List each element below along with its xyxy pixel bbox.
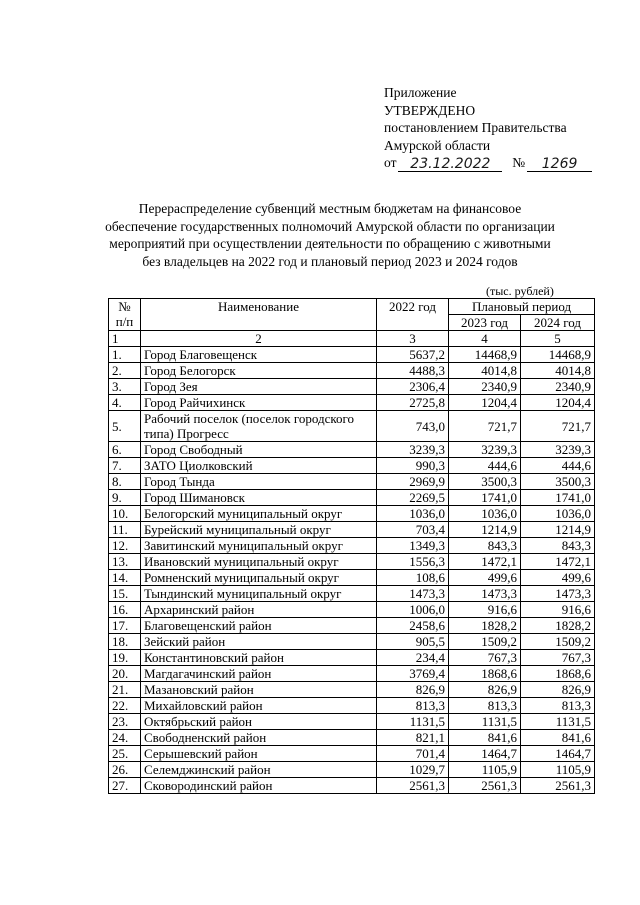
- row-name: Город Тында: [141, 474, 377, 490]
- units-label: (тыс. рублей): [486, 284, 554, 298]
- row-number: 14.: [109, 570, 141, 586]
- table-row: [109, 474, 595, 490]
- government-label: Амурской области: [384, 137, 491, 153]
- row-name: Город Свободный: [141, 442, 377, 458]
- value-2024: 2340,9: [521, 379, 595, 395]
- value-2023: 1473,3: [449, 586, 521, 602]
- row-name: Зейский район: [141, 634, 377, 650]
- value-2023: 841,6: [449, 730, 521, 746]
- colnum: 4: [449, 331, 521, 347]
- value-2022: 234,4: [377, 650, 449, 666]
- header-2024: 2024 год: [521, 315, 595, 331]
- table-row: [109, 586, 595, 602]
- row-number: 12.: [109, 538, 141, 554]
- value-2023: 916,6: [449, 602, 521, 618]
- row-name: Магдагачинский район: [141, 666, 377, 682]
- value-2023: 14468,9: [449, 347, 521, 363]
- value-2023: 1036,0: [449, 506, 521, 522]
- row-name: Свободненский район: [141, 730, 377, 746]
- value-2022: 905,5: [377, 634, 449, 650]
- value-2023: 1204,4: [449, 395, 521, 411]
- value-2024: 3500,3: [521, 474, 595, 490]
- value-2023: 1741,0: [449, 490, 521, 506]
- value-2024: 1036,0: [521, 506, 595, 522]
- value-2023: 1509,2: [449, 634, 521, 650]
- row-number: 9.: [109, 490, 141, 506]
- value-2022: 826,9: [377, 682, 449, 698]
- row-number: 17.: [109, 618, 141, 634]
- handwritten-number: 1269: [527, 157, 592, 172]
- value-2022: 4488,3: [377, 363, 449, 379]
- table-row: [109, 602, 595, 618]
- row-number: 25.: [109, 746, 141, 762]
- table-row: [109, 778, 595, 794]
- row-name: Город Зея: [141, 379, 377, 395]
- value-2024: 444,6: [521, 458, 595, 474]
- value-2022: 1556,3: [377, 554, 449, 570]
- table-row: [109, 714, 595, 730]
- value-2023: 444,6: [449, 458, 521, 474]
- row-name: Октябрьский район: [141, 714, 377, 730]
- date-prefix: от: [384, 155, 397, 170]
- value-2022: 813,3: [377, 698, 449, 714]
- value-2022: 1473,3: [377, 586, 449, 602]
- value-2024: 1464,7: [521, 746, 595, 762]
- value-2024: 3239,3: [521, 442, 595, 458]
- value-2024: 1828,2: [521, 618, 595, 634]
- table-row: [109, 379, 595, 395]
- table-row: [109, 538, 595, 554]
- table-row: [109, 363, 595, 379]
- row-number: 4.: [109, 395, 141, 411]
- value-2022: 1029,7: [377, 762, 449, 778]
- value-2023: 1214,9: [449, 522, 521, 538]
- row-number: 6.: [109, 442, 141, 458]
- row-name: Серышевский район: [141, 746, 377, 762]
- row-name: Архаринский район: [141, 602, 377, 618]
- value-2024: 4014,8: [521, 363, 595, 379]
- row-name: Константиновский район: [141, 650, 377, 666]
- value-2022: 3239,3: [377, 442, 449, 458]
- row-name: Ромненский муниципальный округ: [141, 570, 377, 586]
- table-row: [109, 730, 595, 746]
- value-2024: 1105,9: [521, 762, 595, 778]
- value-2024: 813,3: [521, 698, 595, 714]
- value-2022: 1036,0: [377, 506, 449, 522]
- table-header-row: [109, 299, 595, 315]
- resolution-label: постановлением Правительства: [384, 120, 567, 135]
- title-line: без владельцев на 2022 год и плановый период 2023 и 2024 годов: [142, 253, 518, 269]
- row-number: 24.: [109, 730, 141, 746]
- value-2024: 2561,3: [521, 778, 595, 794]
- header-2023: 2023 год: [449, 315, 521, 331]
- colnum: 5: [521, 331, 595, 347]
- value-2022: 5637,2: [377, 347, 449, 363]
- row-number: 15.: [109, 586, 141, 602]
- value-2022: 990,3: [377, 458, 449, 474]
- value-2024: 1509,2: [521, 634, 595, 650]
- value-2024: 843,3: [521, 538, 595, 554]
- row-number: 20.: [109, 666, 141, 682]
- value-2023: 4014,8: [449, 363, 521, 379]
- row-name: Благовещенский район: [141, 618, 377, 634]
- row-number: 5.: [109, 411, 141, 442]
- value-2023: 1464,7: [449, 746, 521, 762]
- header-no: № п/п: [109, 299, 141, 331]
- title-line: Перераспределение субвенций местным бюджетам на финансовое: [138, 201, 522, 216]
- value-2023: 1105,9: [449, 762, 521, 778]
- row-number: 18.: [109, 634, 141, 650]
- row-number: 1.: [109, 347, 141, 363]
- value-2024: 767,3: [521, 650, 595, 666]
- value-2023: 767,3: [449, 650, 521, 666]
- table-row: [109, 458, 595, 474]
- table-row: [109, 746, 595, 762]
- header-planned: Плановый период: [449, 299, 595, 315]
- colnum: 2: [141, 331, 377, 347]
- value-2024: 14468,9: [521, 347, 595, 363]
- colnum: 1: [109, 331, 141, 347]
- handwritten-date: 23.12.2022: [398, 157, 502, 172]
- value-2024: 1204,4: [521, 395, 595, 411]
- column-number-row: [109, 331, 595, 347]
- row-number: 16.: [109, 602, 141, 618]
- table-row: [109, 490, 595, 506]
- date-number-line: [384, 154, 594, 172]
- number-prefix: №: [512, 155, 526, 170]
- value-2024: 916,6: [521, 602, 595, 618]
- row-number: 27.: [109, 778, 141, 794]
- value-2022: 2306,4: [377, 379, 449, 395]
- row-number: 10.: [109, 506, 141, 522]
- table-row: [109, 698, 595, 714]
- row-name: Тындинский муниципальный округ: [141, 586, 377, 602]
- row-number: 8.: [109, 474, 141, 490]
- value-2023: 2561,3: [449, 778, 521, 794]
- value-2022: 743,0: [377, 411, 449, 442]
- row-number: 21.: [109, 682, 141, 698]
- title-line: мероприятий при осуществлении деятельности по обращению с животными: [109, 236, 551, 251]
- approved-label: УТВЕРЖДЕНО: [384, 102, 476, 118]
- value-2023: 3500,3: [449, 474, 521, 490]
- value-2024: 1214,9: [521, 522, 595, 538]
- value-2022: 1131,5: [377, 714, 449, 730]
- table-row: [109, 506, 595, 522]
- appendix-label: Приложение: [384, 85, 457, 100]
- value-2023: 1828,2: [449, 618, 521, 634]
- table-row: [109, 618, 595, 634]
- row-number: 23.: [109, 714, 141, 730]
- value-2022: 2269,5: [377, 490, 449, 506]
- value-2022: 108,6: [377, 570, 449, 586]
- row-name: Город Шимановск: [141, 490, 377, 506]
- value-2024: 1741,0: [521, 490, 595, 506]
- table-row: [109, 762, 595, 778]
- table-row: [109, 522, 595, 538]
- value-2022: 703,4: [377, 522, 449, 538]
- row-number: 7.: [109, 458, 141, 474]
- row-number: 11.: [109, 522, 141, 538]
- subvention-table: [108, 298, 595, 794]
- row-name: Завитинский муниципальный округ: [141, 538, 377, 554]
- approval-block: [384, 84, 594, 172]
- row-name: Мазановский район: [141, 682, 377, 698]
- table-row: [109, 682, 595, 698]
- value-2024: 1131,5: [521, 714, 595, 730]
- row-number: 22.: [109, 698, 141, 714]
- table-row: [109, 650, 595, 666]
- value-2022: 701,4: [377, 746, 449, 762]
- table-row: [109, 411, 595, 442]
- value-2023: 1868,6: [449, 666, 521, 682]
- row-number: 19.: [109, 650, 141, 666]
- row-name: Михайловский район: [141, 698, 377, 714]
- value-2022: 1006,0: [377, 602, 449, 618]
- value-2023: 843,3: [449, 538, 521, 554]
- value-2022: 2725,8: [377, 395, 449, 411]
- table-row: [109, 554, 595, 570]
- header-name: Наименование: [141, 299, 377, 331]
- row-name: Город Благовещенск: [141, 347, 377, 363]
- value-2022: 2561,3: [377, 778, 449, 794]
- title-line: обеспечение государственных полномочий Амурской области по организации: [105, 218, 555, 234]
- value-2024: 499,6: [521, 570, 595, 586]
- row-name: Рабочий поселок (поселок городского типа) Прогресс: [141, 411, 377, 442]
- value-2022: 3769,4: [377, 666, 449, 682]
- value-2023: 1131,5: [449, 714, 521, 730]
- value-2024: 721,7: [521, 411, 595, 442]
- row-name: Ивановский муниципальный округ: [141, 554, 377, 570]
- document-title: [80, 200, 580, 270]
- row-number: 13.: [109, 554, 141, 570]
- row-name: ЗАТО Циолковский: [141, 458, 377, 474]
- value-2023: 2340,9: [449, 379, 521, 395]
- value-2022: 2969,9: [377, 474, 449, 490]
- row-number: 2.: [109, 363, 141, 379]
- value-2024: 841,6: [521, 730, 595, 746]
- table-row: [109, 570, 595, 586]
- value-2024: 1473,3: [521, 586, 595, 602]
- value-2023: 826,9: [449, 682, 521, 698]
- row-number: 3.: [109, 379, 141, 395]
- value-2023: 721,7: [449, 411, 521, 442]
- value-2022: 821,1: [377, 730, 449, 746]
- value-2022: 2458,6: [377, 618, 449, 634]
- table-row: [109, 347, 595, 363]
- value-2023: 1472,1: [449, 554, 521, 570]
- value-2024: 826,9: [521, 682, 595, 698]
- row-name: Город Белогорск: [141, 363, 377, 379]
- row-name: Селемджинский район: [141, 762, 377, 778]
- row-name: Город Райчихинск: [141, 395, 377, 411]
- value-2023: 3239,3: [449, 442, 521, 458]
- row-name: Сковородинский район: [141, 778, 377, 794]
- row-number: 26.: [109, 762, 141, 778]
- colnum: 3: [377, 331, 449, 347]
- table-row: [109, 634, 595, 650]
- value-2023: 813,3: [449, 698, 521, 714]
- value-2023: 499,6: [449, 570, 521, 586]
- value-2024: 1472,1: [521, 554, 595, 570]
- table-row: [109, 395, 595, 411]
- row-name: Бурейский муниципальный округ: [141, 522, 377, 538]
- value-2022: 1349,3: [377, 538, 449, 554]
- table-row: [109, 666, 595, 682]
- row-name: Белогорский муниципальный округ: [141, 506, 377, 522]
- value-2024: 1868,6: [521, 666, 595, 682]
- header-2022: 2022 год: [377, 299, 449, 331]
- table-row: [109, 442, 595, 458]
